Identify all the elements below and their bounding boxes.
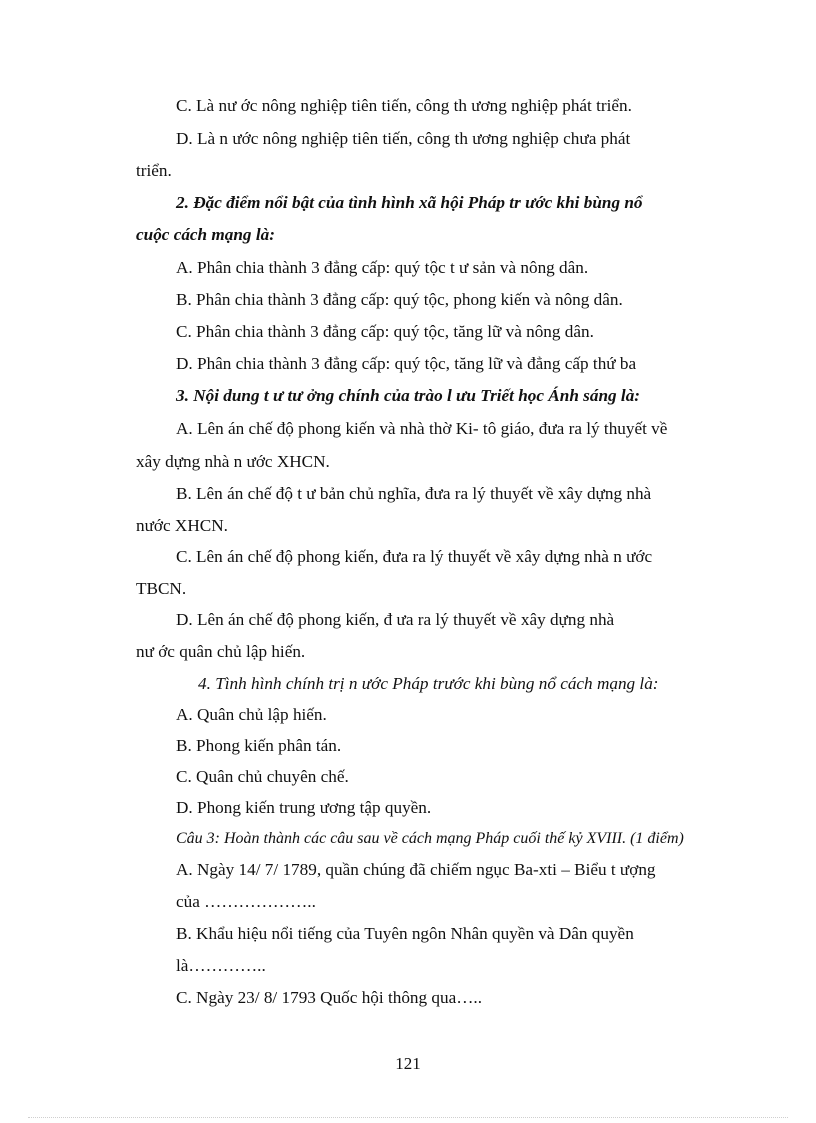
- footer-dotted-line: [28, 1117, 788, 1118]
- option-a-q4: A. Quân chủ lập hiến.: [176, 705, 327, 724]
- option-c-q4: C. Quân chủ chuyên chế.: [176, 767, 349, 786]
- option-b-q3: B. Lên án chế độ t ư bản chủ nghĩa, đưa ra lý thuyết về xây dựng nhà: [176, 484, 652, 503]
- fill-b-cont: là…………..: [176, 956, 266, 975]
- option-b-q4: B. Phong kiến phân tán.: [176, 736, 342, 755]
- option-d-q3: D. Lên án chế độ phong kiến, đ ưa ra lý thuyết về xây dựng nhà: [176, 610, 615, 629]
- option-d-q1-cont: triển.: [136, 161, 172, 180]
- page-number: 121: [395, 1054, 421, 1073]
- fill-c: C. Ngày 23/ 8/ 1793 Quốc hội thông qua…..: [176, 988, 483, 1007]
- option-c-q2: C. Phân chia thành 3 đẳng cấp: quý tộc, tăng lữ và nông dân.: [176, 322, 594, 341]
- option-a-q3-cont: xây dựng nhà n ước XHCN.: [136, 452, 330, 471]
- option-d-q3-cont: nư ớc quân chủ lập hiến.: [136, 642, 306, 661]
- question-4-title: 4. Tình hình chính trị n ước Pháp trước khi bùng nổ cách mạng là:: [198, 674, 659, 693]
- question-2-title: 2. Đặc điểm nổi bật của tình hình xã hội Pháp tr ước khi bùng nổ: [176, 193, 643, 212]
- fill-a-cont: của ………………..: [176, 892, 316, 911]
- fill-b: B. Khẩu hiệu nổi tiếng của Tuyên ngôn Nhân quyền và Dân quyền: [176, 924, 634, 943]
- option-d-q4: D. Phong kiến trung ương tập quyền.: [176, 798, 432, 817]
- option-a-q2: A. Phân chia thành 3 đẳng cấp: quý tộc t ư sản và nông dân.: [176, 258, 589, 277]
- option-c-q3-cont: TBCN.: [136, 579, 187, 598]
- option-d-q2: D. Phân chia thành 3 đẳng cấp: quý tộc, tăng lữ và đẳng cấp thứ ba: [176, 354, 637, 373]
- question-3-title: 3. Nội dung t ư tư ởng chính của trào l ưu Triết học Ánh sáng là:: [176, 386, 641, 405]
- option-c-q1: C. Là nư ớc nông nghiệp tiên tiến, công th ương nghiệp phát triển.: [176, 96, 632, 115]
- option-a-q3: A. Lên án chế độ phong kiến và nhà thờ Ki- tô giáo, đưa ra lý thuyết về: [176, 419, 668, 438]
- option-b-q2: B. Phân chia thành 3 đẳng cấp: quý tộc, phong kiến và nông dân.: [176, 290, 623, 309]
- option-d-q1: D. Là n ước nông nghiệp tiên tiến, công th ương nghiệp chưa phát: [176, 129, 631, 148]
- section-3-heading: Câu 3: Hoàn thành các câu sau về cách mạng Pháp cuối thế kỷ XVIII. (1 điểm): [176, 830, 684, 847]
- fill-a: A. Ngày 14/ 7/ 1789, quần chúng đã chiếm ngục Ba-xti – Biểu t ượng: [176, 860, 656, 879]
- option-c-q3: C. Lên án chế độ phong kiến, đưa ra lý thuyết về xây dựng nhà n ước: [176, 547, 653, 566]
- question-2-title-cont: cuộc cách mạng là:: [136, 225, 275, 244]
- option-b-q3-cont: nước XHCN.: [136, 516, 228, 535]
